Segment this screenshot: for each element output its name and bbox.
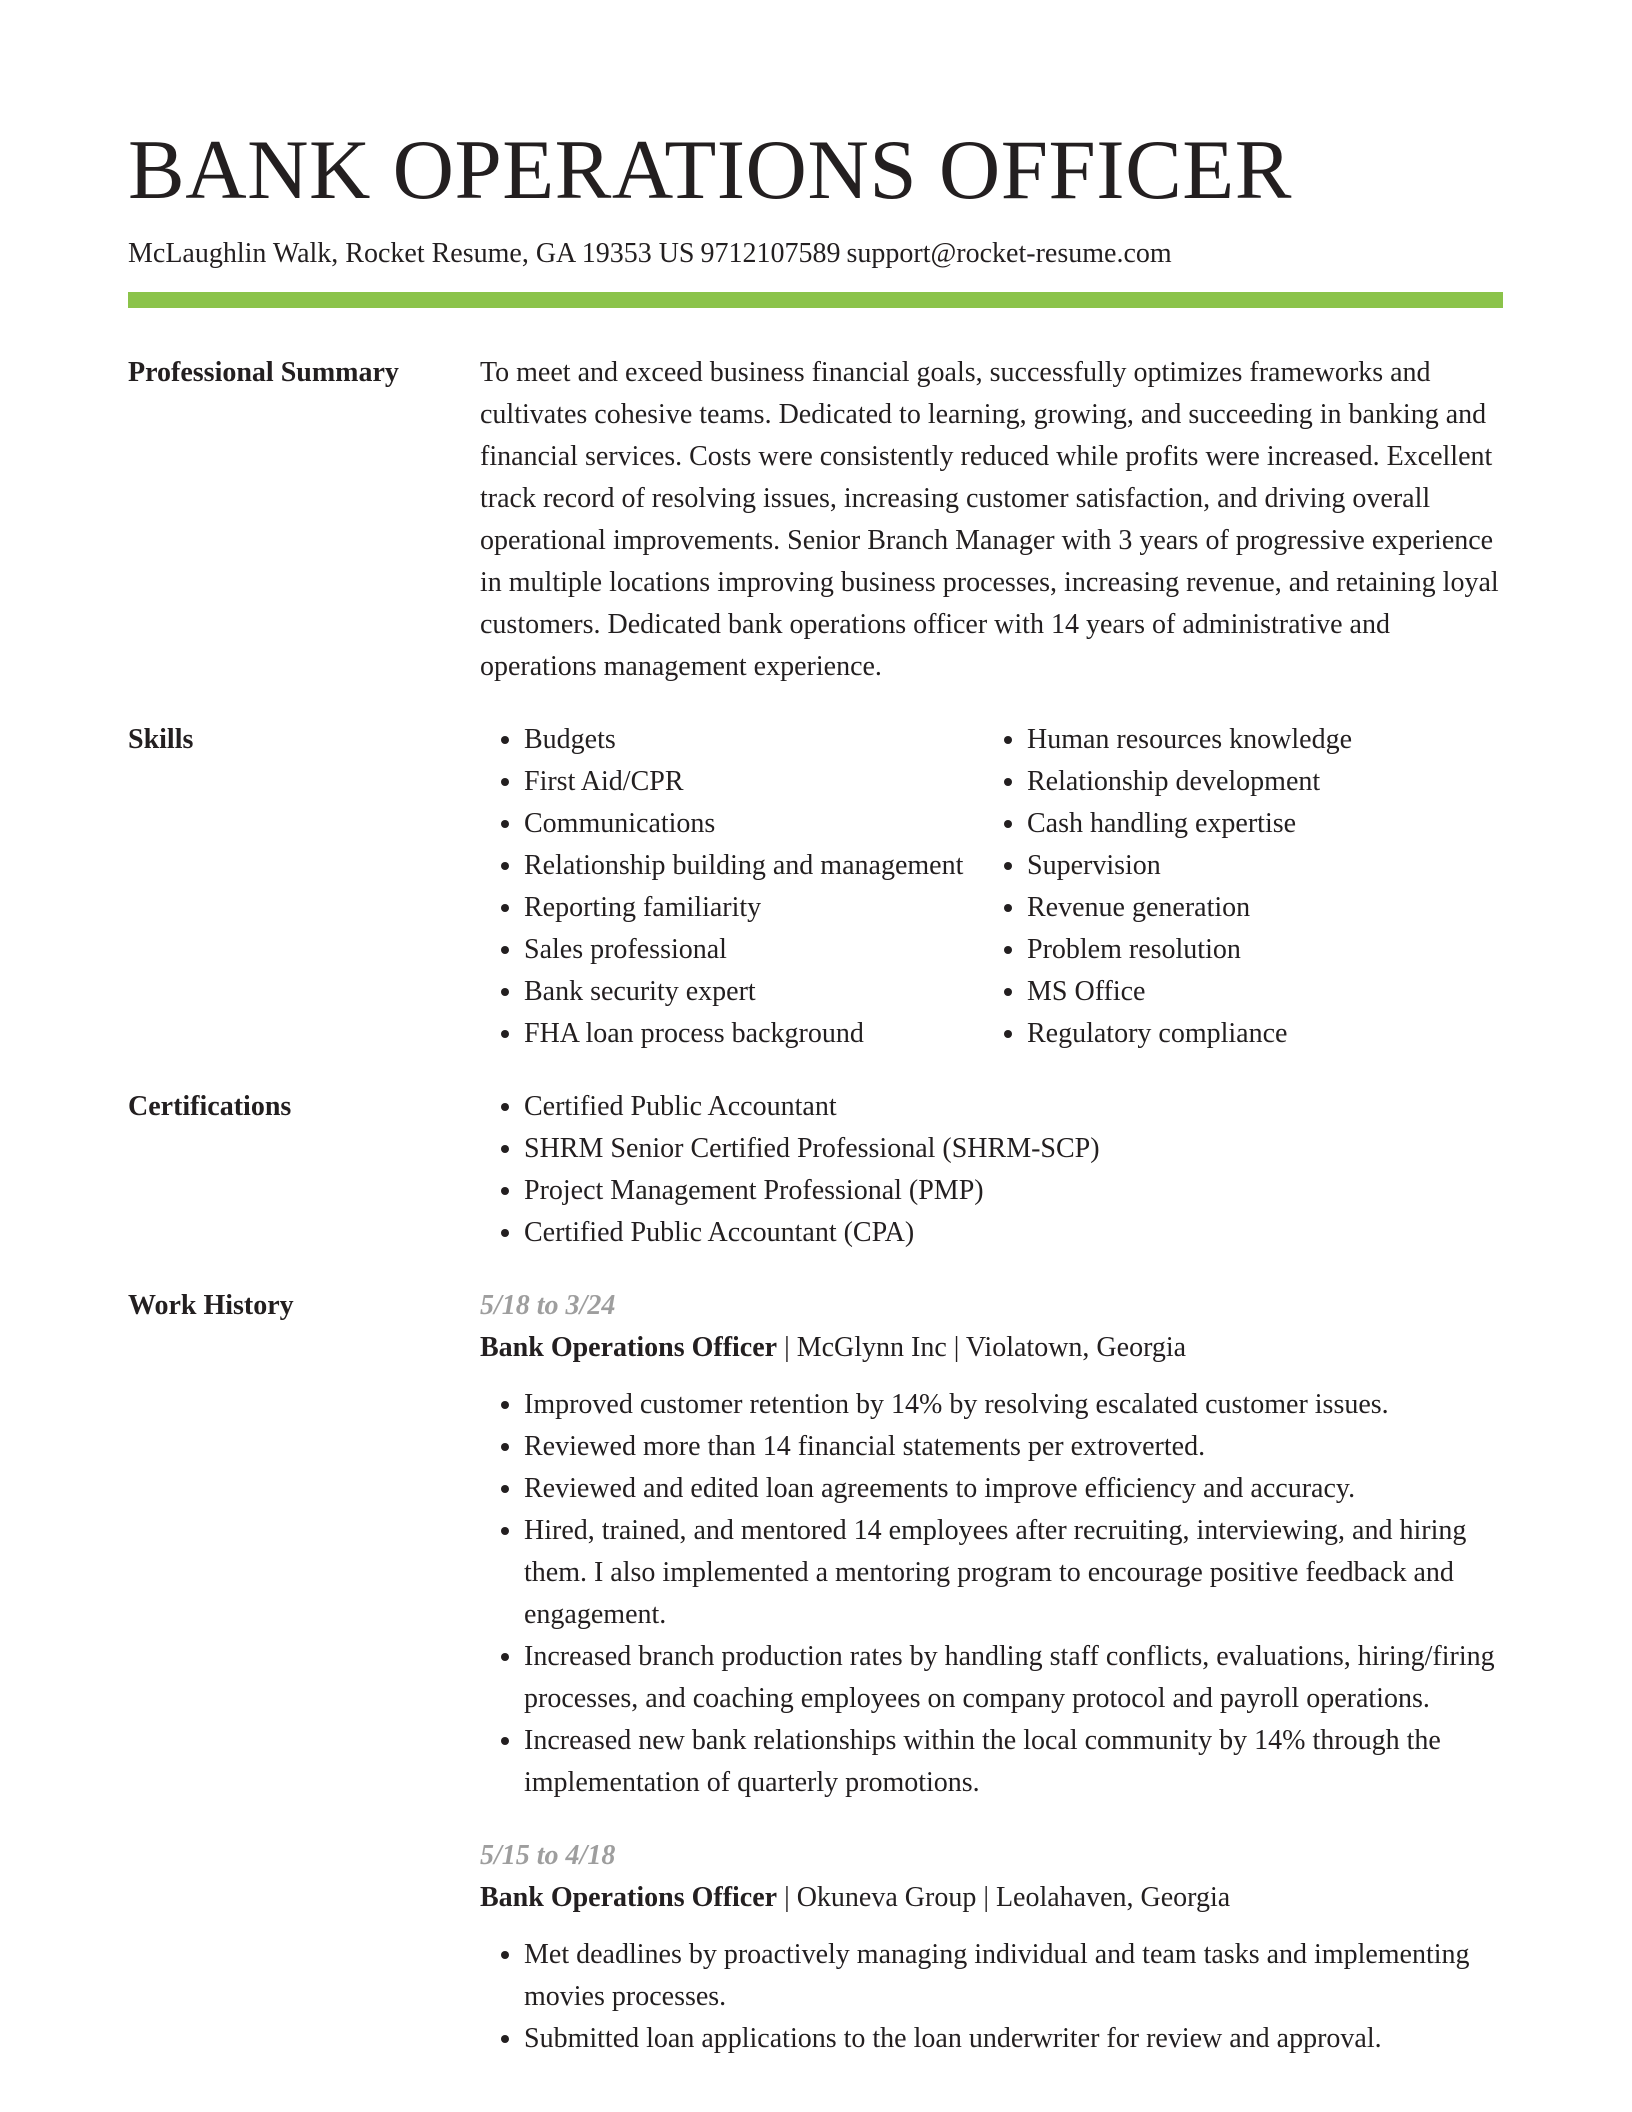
job-bullets — [480, 1384, 1503, 1804]
summary-heading: Professional Summary — [128, 357, 399, 388]
skill-item: • Bank security expert — [524, 971, 983, 1013]
skills-columns — [480, 719, 1503, 1055]
skill-item: • Regulatory compliance — [1027, 1013, 1352, 1055]
job-location: Violatown, Georgia — [965, 1332, 1187, 1363]
certifications-list — [480, 1086, 1503, 1254]
contact-line — [128, 237, 1503, 271]
resume-page — [128, 0, 1503, 2060]
skill-item: • Problem resolution — [1027, 929, 1352, 971]
job-bullet: • Improved customer retention by 14% by resolving escalated customer issues. — [524, 1384, 1503, 1426]
skill-item: • Reporting familiarity — [524, 887, 983, 929]
skill-item: • Revenue generation — [1027, 887, 1352, 929]
job-heading — [480, 1877, 1503, 1919]
job-dates: 5/18 to 3/24 — [480, 1290, 616, 1321]
skill-item: • Supervision — [1027, 845, 1352, 887]
certification-item: • SHRM Senior Certified Professional (SHRM-SCP) — [524, 1128, 1503, 1170]
skills-list-left — [480, 719, 983, 1055]
certification-item: • Certified Public Accountant (CPA) — [524, 1212, 1503, 1254]
certifications-heading: Certifications — [128, 1091, 292, 1122]
job-company: McGlynn Inc — [796, 1332, 947, 1363]
job-company: Okuneva Group — [796, 1882, 977, 1913]
summary-section — [128, 352, 1503, 688]
header-divider — [128, 292, 1503, 308]
job-bullet: • Submitted loan applications to the loan underwriter for review and approval. — [524, 2018, 1503, 2060]
skill-item: • Sales professional — [524, 929, 983, 971]
job-bullets — [480, 1934, 1503, 2060]
job-bullet: • Increased branch production rates by handling staff conflicts, evaluations, hiring/firing processes, and coaching employees on company protocol and payroll operations. — [524, 1636, 1503, 1720]
skill-item: • First Aid/CPR — [524, 761, 983, 803]
job-heading — [480, 1327, 1503, 1369]
job-dates: 5/15 to 4/18 — [480, 1840, 616, 1871]
job-bullet: • Reviewed and edited loan agreements to improve efficiency and accuracy. — [524, 1468, 1503, 1510]
skill-item: • Cash handling expertise — [1027, 803, 1352, 845]
contact-phone: 9712107589 — [700, 238, 841, 269]
summary-body — [480, 352, 1503, 688]
work-history-section — [128, 1285, 1503, 2060]
job-title: Bank Operations Officer — [480, 1882, 778, 1913]
contact-email: support@rocket-resume.com — [846, 238, 1172, 269]
skill-item: • MS Office — [1027, 971, 1352, 1013]
resume-name: BANK OPERATIONS OFFICER — [128, 123, 1292, 217]
skill-item: • FHA loan process background — [524, 1013, 983, 1055]
job-separator: | — [983, 1882, 989, 1913]
job-bullet: • Hired, trained, and mentored 14 employees after recruiting, interviewing, and hiring them. I also implemented a mentoring program to encourage positive feedback and engagement. — [524, 1510, 1503, 1636]
job-bullet: • Reviewed more than 14 financial statements per extroverted. — [524, 1426, 1503, 1468]
job-bullet: • Increased new bank relationships within the local community by 14% through the implementation of quarterly promotions. — [524, 1720, 1503, 1804]
summary-text: To meet and exceed business financial goals, successfully optimizes frameworks and cultivates cohesive teams. Dedicated to learning, growing, and succeeding in banking and financial services. Costs were consistently reduced while profits were increased. Excellent track record of resolving issues, increasing customer satisfaction, and driving overall operational improvements. Senior Branch Manager with 3 years of progressive experience in multiple locations improving business processes, increasing revenue, and retaining loyal customers. Dedicated bank operations officer with 14 years of administrative and operations management experience. — [480, 357, 1499, 682]
job-entry — [480, 1285, 1503, 1804]
skills-heading: Skills — [128, 724, 194, 755]
skill-item: • Human resources knowledge — [1027, 719, 1352, 761]
certifications-section — [128, 1086, 1503, 1254]
job-location: Leolahaven, Georgia — [995, 1882, 1231, 1913]
work-history-body — [480, 1285, 1503, 2060]
job-title: Bank Operations Officer — [480, 1332, 778, 1363]
skills-section — [128, 719, 1503, 1055]
skill-item: • Relationship development — [1027, 761, 1352, 803]
skill-item: • Budgets — [524, 719, 983, 761]
job-separator: | — [784, 1882, 790, 1913]
job-separator: | — [953, 1332, 960, 1363]
certification-item: • Project Management Professional (PMP) — [524, 1170, 1503, 1212]
job-bullet: • Met deadlines by proactively managing individual and team tasks and implementing movies processes. — [524, 1934, 1503, 2018]
skill-item: • Communications — [524, 803, 983, 845]
certifications-body — [480, 1086, 1503, 1254]
skills-list-right — [983, 719, 1352, 1055]
skill-item: • Relationship building and management — [524, 845, 983, 887]
job-separator: | — [784, 1332, 790, 1363]
certification-item: • Certified Public Accountant — [524, 1086, 1503, 1128]
work-history-heading: Work History — [128, 1290, 294, 1321]
job-entry — [480, 1835, 1503, 2060]
contact-address: McLaughlin Walk, Rocket Resume, GA 19353 US — [128, 238, 695, 269]
